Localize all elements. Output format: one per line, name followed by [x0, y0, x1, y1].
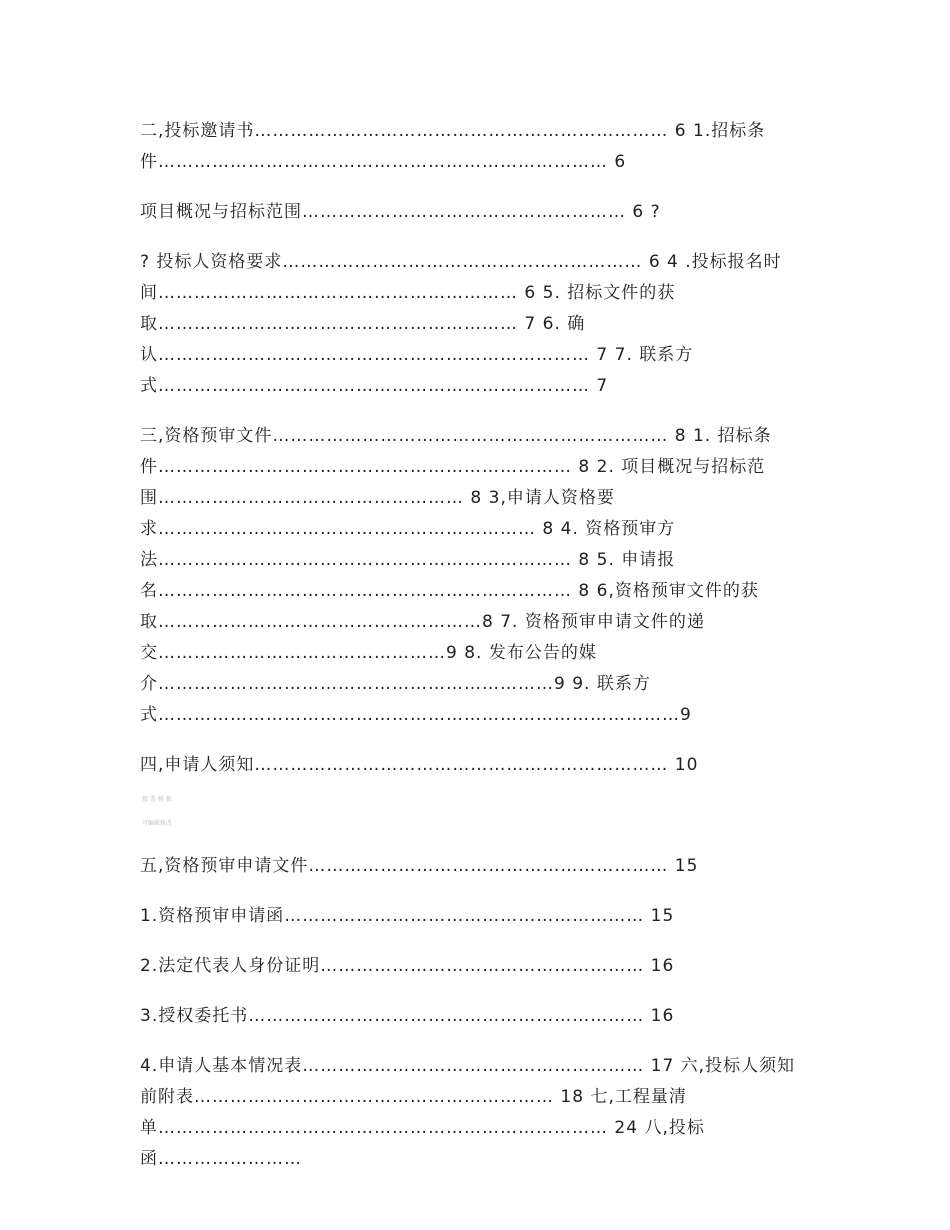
- toc-entry-applicant-info: 4.申请人基本情况表………………………………………………… 17 六,投标人须知前附表…………………………………………………… 18 七,工程量清单………………………………………………………………… 24 八,投标函……………………: [140, 1056, 796, 1169]
- toc-entry-power-of-attorney: 3.授权委托书………………………………………………………… 16: [140, 1006, 675, 1026]
- toc-entry-application-documents: 五,资格预审申请文件…………………………………………………… 15: [140, 856, 699, 876]
- watermark-text-2: 可编辑修改: [142, 820, 173, 827]
- table-of-contents: [140, 116, 812, 1194]
- toc-entry-invitation: 二,投标邀请书…………………………………………………………… 6 1.招标条件………………………………………………………………… 6: [140, 121, 766, 172]
- toc-entry-applicant-instructions: 四,申请人须知…………………………………………………………… 10: [140, 755, 699, 775]
- watermark-text-1: 精 选 模 板: [142, 796, 172, 803]
- toc-entry-bidder-qualification: ? 投标人资格要求…………………………………………………… 6 4 .投标报名时间…………………………………………………… 6 5. 招标文件的获取…………………………………………………… 7 6. 确认……………………………………………………………… 7 7. 联系方式……………………………………………………………… 7: [140, 252, 782, 396]
- toc-entry-project-overview: 项目概况与招标范围……………………………………………… 6 ?: [140, 202, 661, 222]
- toc-entry-application-letter: 1.资格预审申请函…………………………………………………… 15: [140, 906, 675, 926]
- toc-entry-prequalification-documents: 三,资格预审文件………………………………………………………… 8 1. 招标条件…………………………………………………………… 8 2. 项目概况与招标范围…………………………………………… 8 3,申请人资格要求……………………………………………………… 8 4. 资格预审方法…………………………………………………………… 8 5. 申请报名…………………………………………………………… 8 6,资格预审文件的获取………………………………………………8 7. 资格预审申请文件的递交…………………………………………9 8. 发布公告的媒介…………………………………………………………9 9. 联系方式……………………………………………………………………………9: [140, 426, 772, 725]
- toc-entry-legal-representative: 2.法定代表人身份证明……………………………………………… 16: [140, 956, 675, 976]
